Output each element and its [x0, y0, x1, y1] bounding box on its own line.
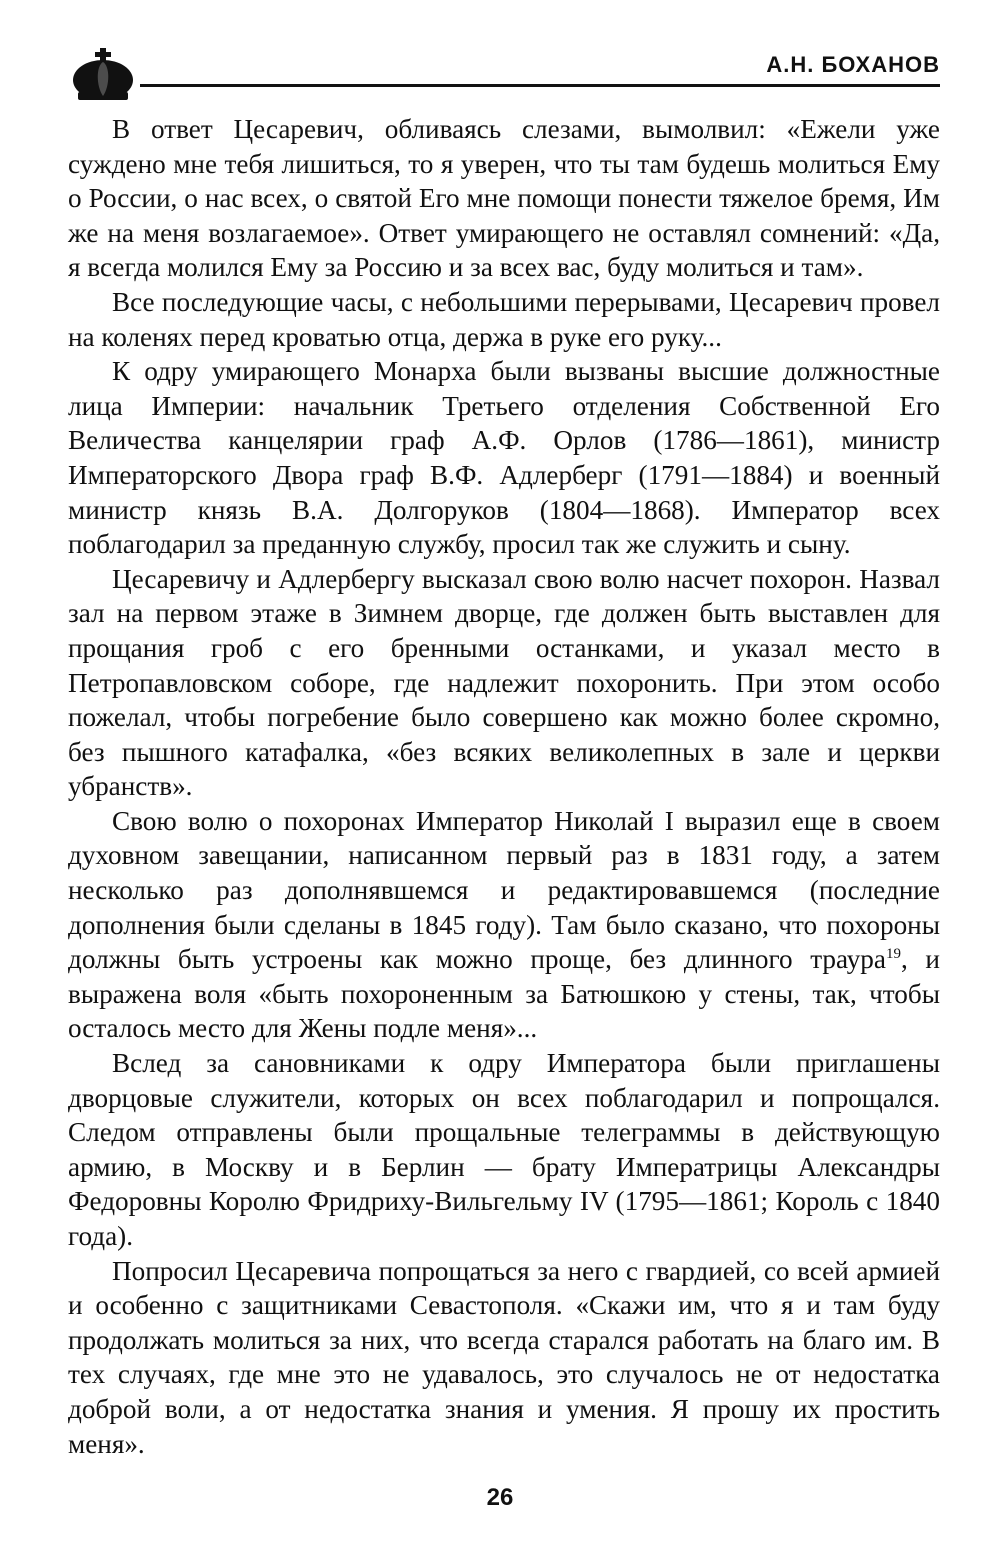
paragraph-5-before: Свою волю о похоронах Император Николай I выразил еще в своем духовном завещании, написанном первый раз в 1831 году, а затем несколько раз дополнявшемся и редактировавшемся (последние дополнения были сделаны в 1845 году). Там было сказано, что похороны должны быть устроены как можно проще, без длинного траура: [68, 805, 940, 975]
paragraph-5-after: , и выражена воля «быть похороненным за Батюшкою у стены, так, чтобы осталось место для Жены подле меня»...: [68, 944, 940, 1044]
crown-icon: [68, 46, 138, 102]
paragraph-5: [68, 804, 940, 1046]
header-rule: [140, 84, 940, 87]
paragraph-3: К одру умирающего Монарха были вызваны высшие должностные лица Империи: начальник Третьего отделения Собственной Его Величества канцелярии граф А.Ф. Орлов (1786—1861), министр Императорского Двора граф В.Ф. Адлерберг (1791—1884) и военный министр князь В.А. Долгоруков (1804—1868). Император всех поблагодарил за преданную службу, просил так же служить и сыну.: [68, 356, 940, 560]
footnote-marker: 19: [885, 946, 901, 963]
running-head: А.Н. БОХАНОВ: [766, 52, 940, 77]
page-number: 26: [486, 1484, 514, 1511]
body-text: [68, 112, 940, 1461]
paragraph-6: Вслед за сановниками к одру Императора были приглашены дворцовые служители, которых он всех поблагодарил и попрощался. Следом отправлены были прощальные телеграммы в действующую армию, в Москву и в Берлин — брату Императрицы Александры Федоровны Королю Фридриху-Вильгельму IV (1795—1861; Король с 1840 года).: [68, 1048, 940, 1251]
page-header: [62, 38, 940, 104]
paragraph-2: Все последующие часы, с небольшими перерывами, Цесаревич провел на коленях перед кроватью отца, держа в руке его руку...: [68, 286, 940, 352]
paragraph-7: Попросил Цесаревича попрощаться за него с гвардией, со всей армией и особенно с защитниками Севастополя. «Скажи им, что я и там буду продолжать молиться за них, что всегда старался работать на благо им. В тех случаях, где мне это не удавалось, это случалось не от недостатка доброй воли, а от недостатка знания и умения. Я прошу их простить меня».: [68, 1255, 940, 1459]
paragraph-1: В ответ Цесаревич, обливаясь слезами, вымолвил: «Ежели уже суждено мне тебя лишиться, то я уверен, что ты там будешь молиться Ему о России, о нас всех, о святой Его мне помощи понести тяжелое бремя, Им же на меня возлагаемое». Ответ умирающего не оставлял сомнений: «Да, я всегда молился Ему за Россию и за всех вас, буду молиться и там».: [68, 114, 940, 283]
paragraph-4: Цесаревичу и Адлербергу высказал свою волю насчет похорон. Назвал зал на первом этаже в Зимнем дворце, где должен быть выставлен для прощания гроб с его бренными останками, и указал место в Петропавловском соборе, где надлежит похоронить. При этом особо пожелал, чтобы погребение было совершено как можно более скромно, без пышного катафалка, «без всяких великолепных в зале и церкви убранств».: [68, 563, 940, 802]
